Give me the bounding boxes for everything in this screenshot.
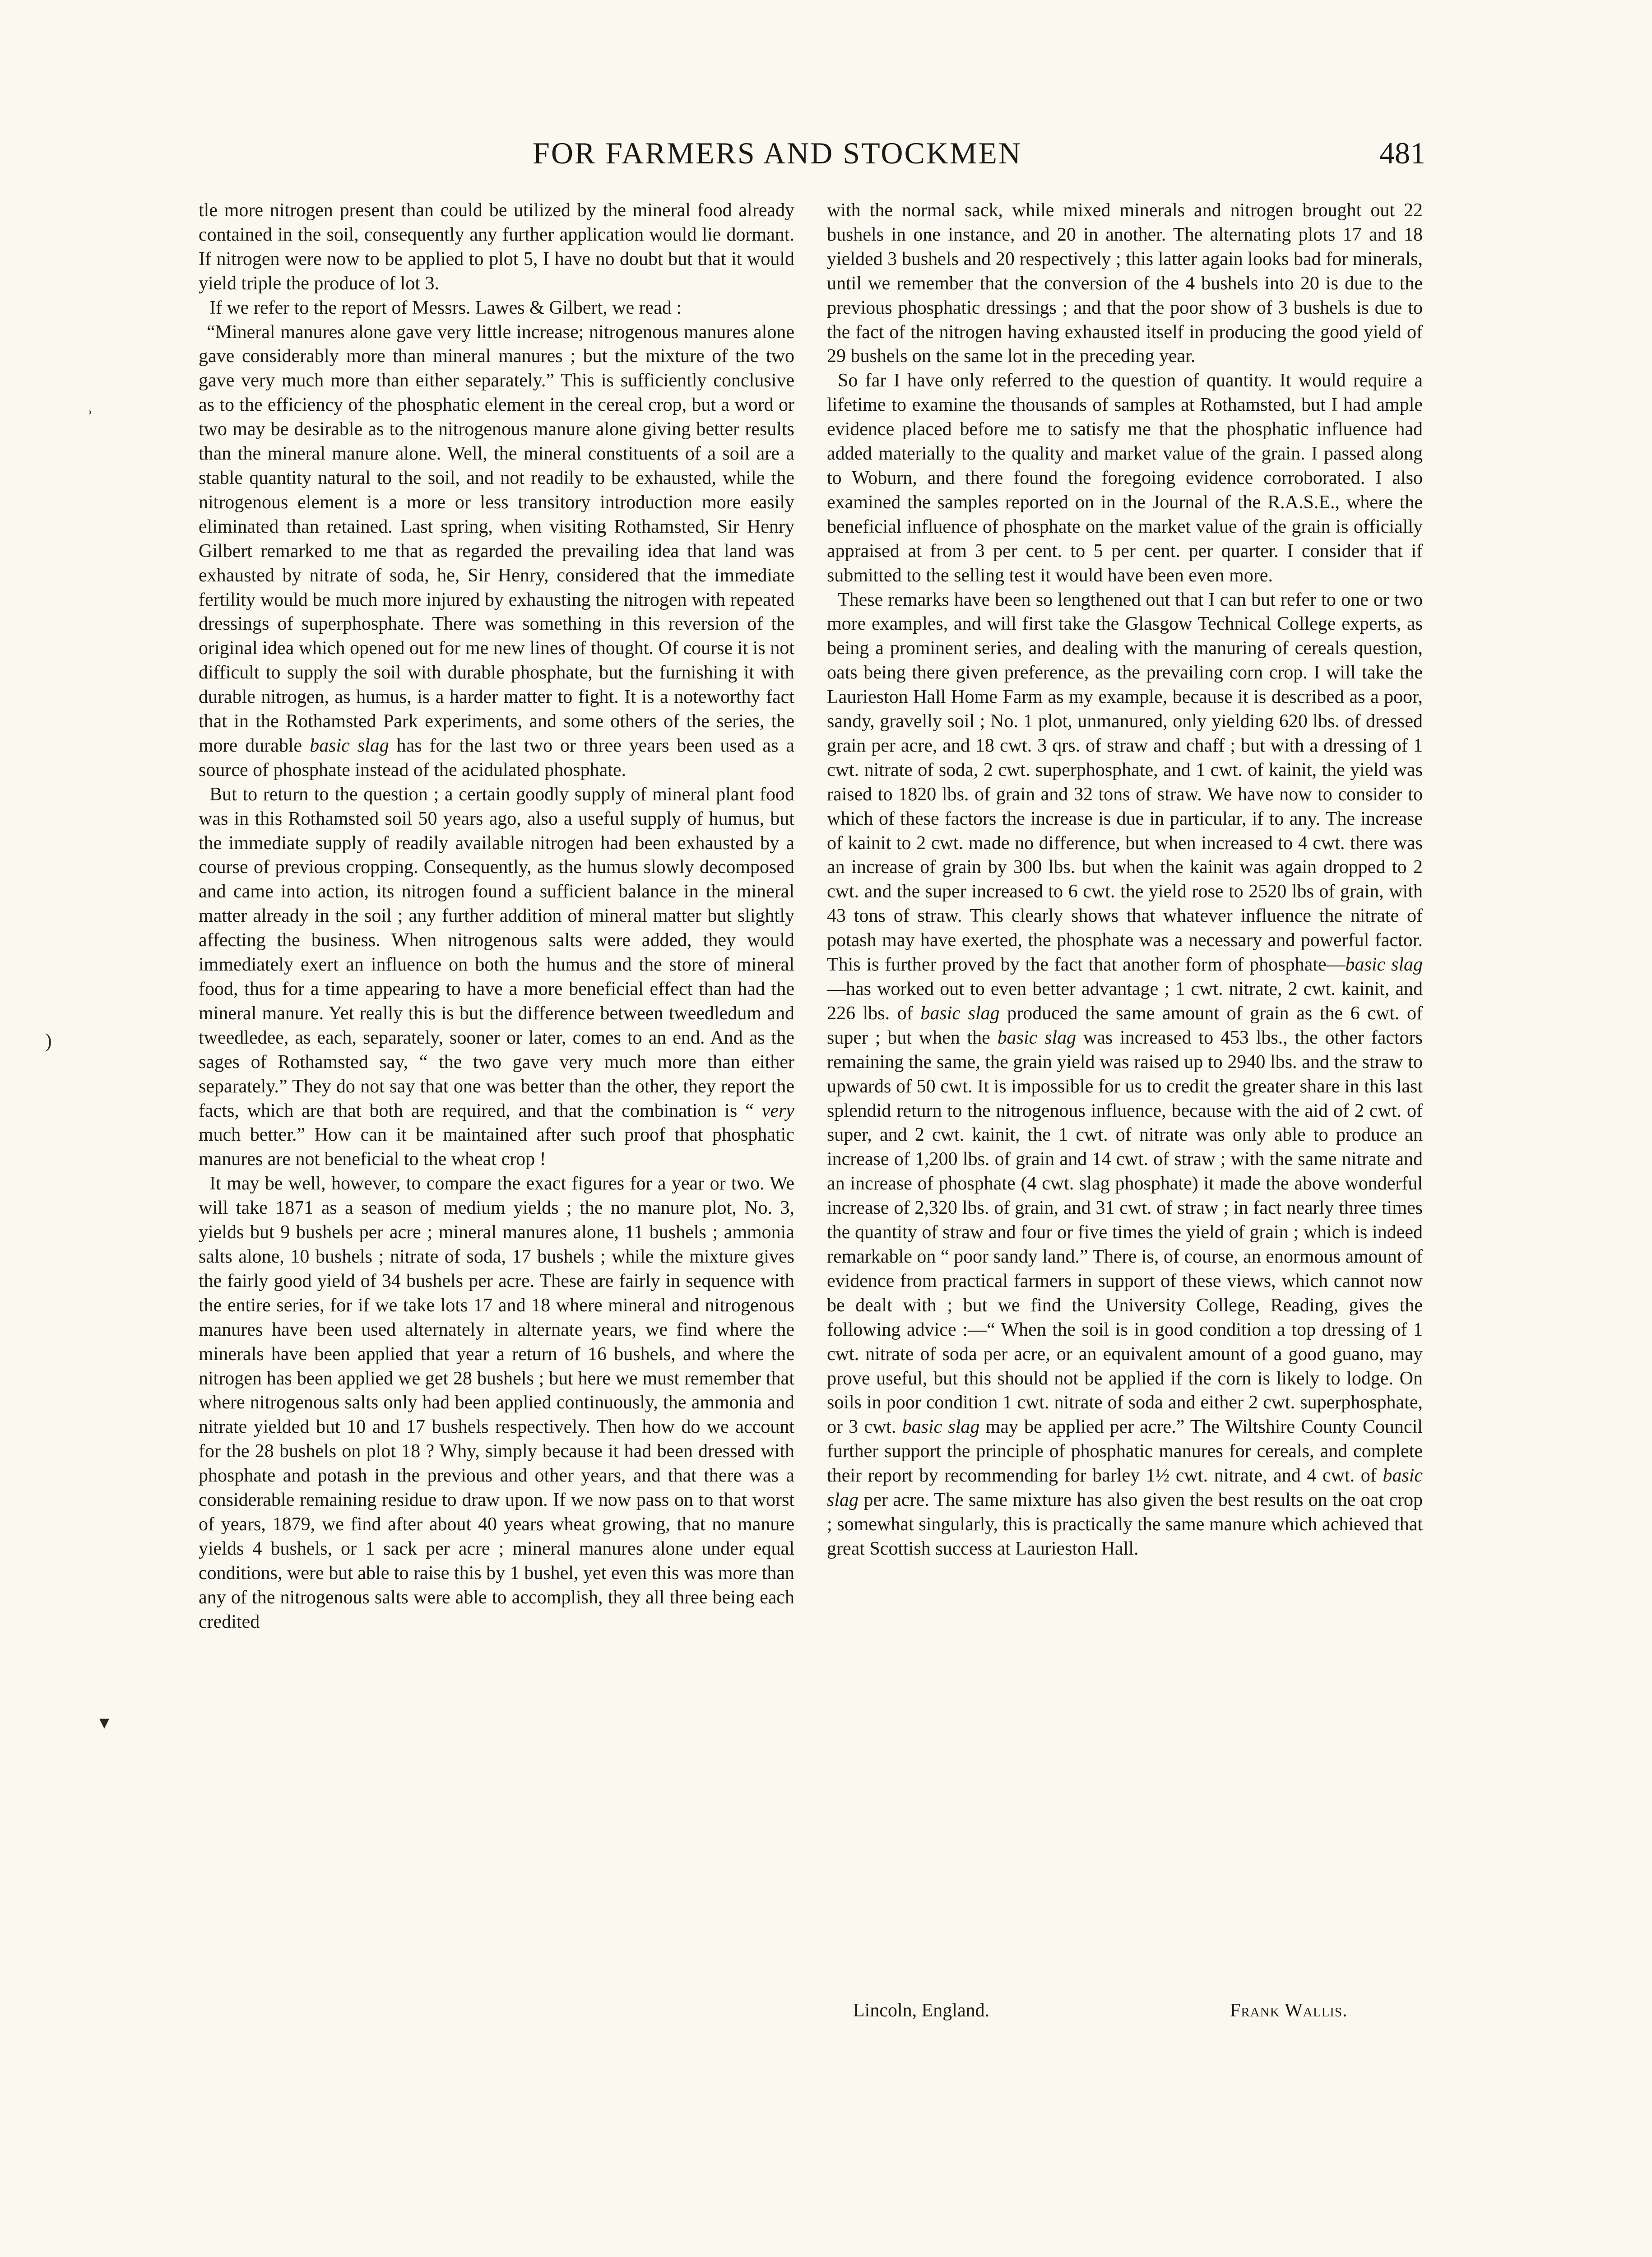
running-title: FOR FARMERS AND STOCKMEN xyxy=(533,136,1022,170)
margin-speck: ) xyxy=(45,1030,52,1052)
right-column xyxy=(827,199,1423,1561)
left-column xyxy=(199,199,794,1634)
paragraph: If we refer to the report of Messrs. Lawes & Gilbert, we read : xyxy=(209,297,682,318)
paragraph: But to return to the question ; a certain goodly supply of mineral plant food was in this Rothamsted soil 50 years ago, also a useful supply of humus, but the immediate supply of readily available nitrogen had been exhausted by a course of previous cropping. Consequently, as the humus slowly decomposed and came into action, its nitrogen found a sufficient balance in the mineral matter already in the soil ; any further addition of mineral matter but slightly affecting the business. When nitrogenous salts were added, they would immediately exert an influence on both the humus and the store of mineral food, thus for a time appearing to have a more beneficial effect than had the mineral manure. Yet really this is but the difference between tweedledum and tweedledee, as each, separately, sooner or later, comes to an end. And as the sages of Rothamsted say, “ the two gave very much more than either separately.” They do not say that one was better than the other, they report the facts, which are that both are required, and that the combination is “ very much better.” How can it be maintained after such proof that phosphatic manures are not beneficial to the wheat crop ! xyxy=(199,784,794,1170)
signature-line xyxy=(853,2000,1422,2027)
running-head xyxy=(199,135,1553,185)
paragraph: with the normal sack, while mixed minerals and nitrogen brought out 22 bushels in one instance, and 20 in another. The alternating plots 17 and 18 yielded 3 bushels and 20 respectively ; this latter again looks bad for minerals, until we remember that the conversion of the 4 bushels into 20 is due to the previous phosphatic dressings ; and that the poor show of 3 bushels is due to the fact of the nitrogen having exhausted itself in producing the good yield of 29 bushels on the same lot in the preceding year. xyxy=(827,200,1423,367)
paragraph: So far I have only referred to the question of quantity. It would require a lifetime to examine the thousands of samples at Rothamsted, but I had ample evidence placed before me to satisfy me that the phosphatic influence had added materially to the quality and market value of the grain. I passed along to Woburn, and there found the foregoing evidence corroborated. I also examined the samples reported on in the Journal of the R.A.S.E., where the beneficial influence of phosphate on the market value of the grain is officially appraised at from 3 per cent. to 5 per cent. per quarter. I consider that if submitted to the selling test it would have been even more. xyxy=(827,370,1423,586)
paragraph: tle more nitrogen present than could be utilized by the mineral food already contained in the soil, consequently any further application would lie dormant. If nitrogen were now to be applied to plot 5, I have no doubt but that it would yield triple the produce of lot 3. xyxy=(199,200,794,294)
margin-speck: ˒ xyxy=(87,398,93,420)
signature-place: Lincoln, England. xyxy=(853,2000,990,2021)
signature-author: Frank Wallis. xyxy=(1230,2000,1348,2021)
paragraph: “Mineral manures alone gave very little increase; nitrogenous manures alone gave considerably more than mineral manures ; but the mixture of the two gave very much more than either separately.” This is sufficiently conclusive as to the efficiency of the phosphatic element in the cereal crop, but a word or two may be desirable as to the nitrogenous manure alone giving better results than the mineral manure alone. Well, the mineral constituents of a soil are a stable quantity natural to the soil, and not readily to be exhausted, while the nitrogenous element is a more or less transitory introduction more easily eliminated than retained. Last spring, when visiting Rothamsted, Sir Henry Gilbert remarked to me that as regarded the prevailing idea that land was exhausted by nitrate of soda, he, Sir Henry, considered that the immediate fertility would be much more injured by exhausting the nitrogen with repeated dressings of superphosphate. There was something in this reversion of the original idea which opened out for me new lines of thought. Of course it is not difficult to supply the soil with durable phosphate, but the furnishing it with durable nitrogen, as humus, is a harder matter to fight. It is a noteworthy fact that in the Rothamsted Park experiments, and some others of the series, the more durable basic slag has for the last two or three years been used as a source of phosphate instead of the acidulated phosphate. xyxy=(199,321,794,780)
margin-speck: ▾ xyxy=(99,1711,110,1733)
paragraph: It may be well, however, to compare the exact figures for a year or two. We will take 1871 as a season of medium yields ; the no manure plot, No. 3, yields but 9 bushels per acre ; mineral manures alone, 11 bushels ; ammonia salts alone, 10 bushels ; nitrate of soda, 17 bushels ; while the mixture gives the fairly good yield of 34 bushels per acre. These are fairly in sequence with the entire series, for if we take lots 17 and 18 where mineral and nitrogenous manures have been used alternately in alternate years, we find where the minerals have been applied that year a return of 16 bushels, and where the nitrogen has been applied we get 28 bushels ; but here we must remember that where nitrogenous salts only had been applied continuously, the ammonia and nitrate yielded but 10 and 17 bushels respectively. Then how do we account for the 28 bushels on plot 18 ? Why, simply because it had been dressed with phosphate and potash in the previous and other years, and that there was a considerable remaining residue to draw upon. If we now pass on to that worst of years, 1879, we find after about 40 years wheat growing, that no manure yields 4 bushels, or 1 sack per acre ; mineral manures alone under equal conditions, were but able to raise this by 1 bushel, yet even this was more than any of the nitrogenous salts were able to accomplish, they all three being each credited xyxy=(199,1173,794,1632)
paragraph: These remarks have been so lengthened out that I can but refer to one or two more examples, and will first take the Glasgow Technical College experts, as being a prominent series, and dealing with the manuring of cereals question, oats being there given preference, as the prevailing corn crop. I will take the Laurieston Hall Home Farm as my example, because it is described as a poor, sandy, gravelly soil ; No. 1 plot, unmanured, only yielding 620 lbs. of dressed grain per acre, and 18 cwt. 3 qrs. of straw and chaff ; but with a dressing of 1 cwt. nitrate of soda, 2 cwt. superphosphate, and 1 cwt. of kainit, the yield was raised to 1820 lbs. of grain and 32 tons of straw. We have now to consider to which of these factors the increase is due in particular, if to any. The increase of kainit to 2 cwt. made no difference, but when increased to 4 cwt. there was an increase of grain by 300 lbs. but when the kainit was again dropped to 2 cwt. and the super increased to 6 cwt. the yield rose to 2520 lbs of grain, with 43 tons of straw. This clearly shows that whatever influence the nitrate of potash may have exerted, the phosphate was a necessary and powerful factor. This is further proved by the fact that another form of phosphate—basic slag—has worked out to even better advantage ; 1 cwt. nitrate, 2 cwt. kainit, and 226 lbs. of basic slag produced the same amount of grain as the 6 cwt. of super ; but when the basic slag was increased to 453 lbs., the other factors remaining the same, the grain yield was raised up to 2940 lbs. and the straw to upwards of 50 cwt. It is impossible for us to credit the greater share in this last splendid return to the nitrogenous influence, because with the aid of 2 cwt. of super, and 2 cwt. kainit, the 1 cwt. of nitrate was only able to produce an increase of 1,200 lbs. of grain and 14 cwt. of straw ; with the same nitrate and an increase of phosphate (4 cwt. slag phosphate) it made the above wonderful increase of 2,320 lbs. of grain, and 31 cwt. of straw ; in fact nearly three times the quantity of straw and four or five times the yield of grain ; which is indeed remarkable on “ poor sandy land.” There is, of course, an enormous amount of evidence from practical farmers in support of these views, which cannot now be dealt with ; but we find the University College, Reading, gives the following advice :—“ When the soil is in good condition a top dressing of 1 cwt. nitrate of soda per acre, or an equivalent amount of a good guano, may prove useful, but this should not be applied if the corn is likely to lodge. On soils in poor condition 1 cwt. nitrate of soda and either 2 cwt. superphosphate, or 3 cwt. basic slag may be applied per acre.” The Wiltshire County Council further support the principle of phosphatic manures for cereals, and complete their report by recommending for barley 1½ cwt. nitrate, and 4 cwt. of basic slag per acre. The same mixture has also given the best results on the oat crop ; somewhat singularly, this is practically the same manure which achieved that great Scottish success at Laurieston Hall. xyxy=(827,589,1423,1559)
page-number: 481 xyxy=(1379,136,1425,170)
